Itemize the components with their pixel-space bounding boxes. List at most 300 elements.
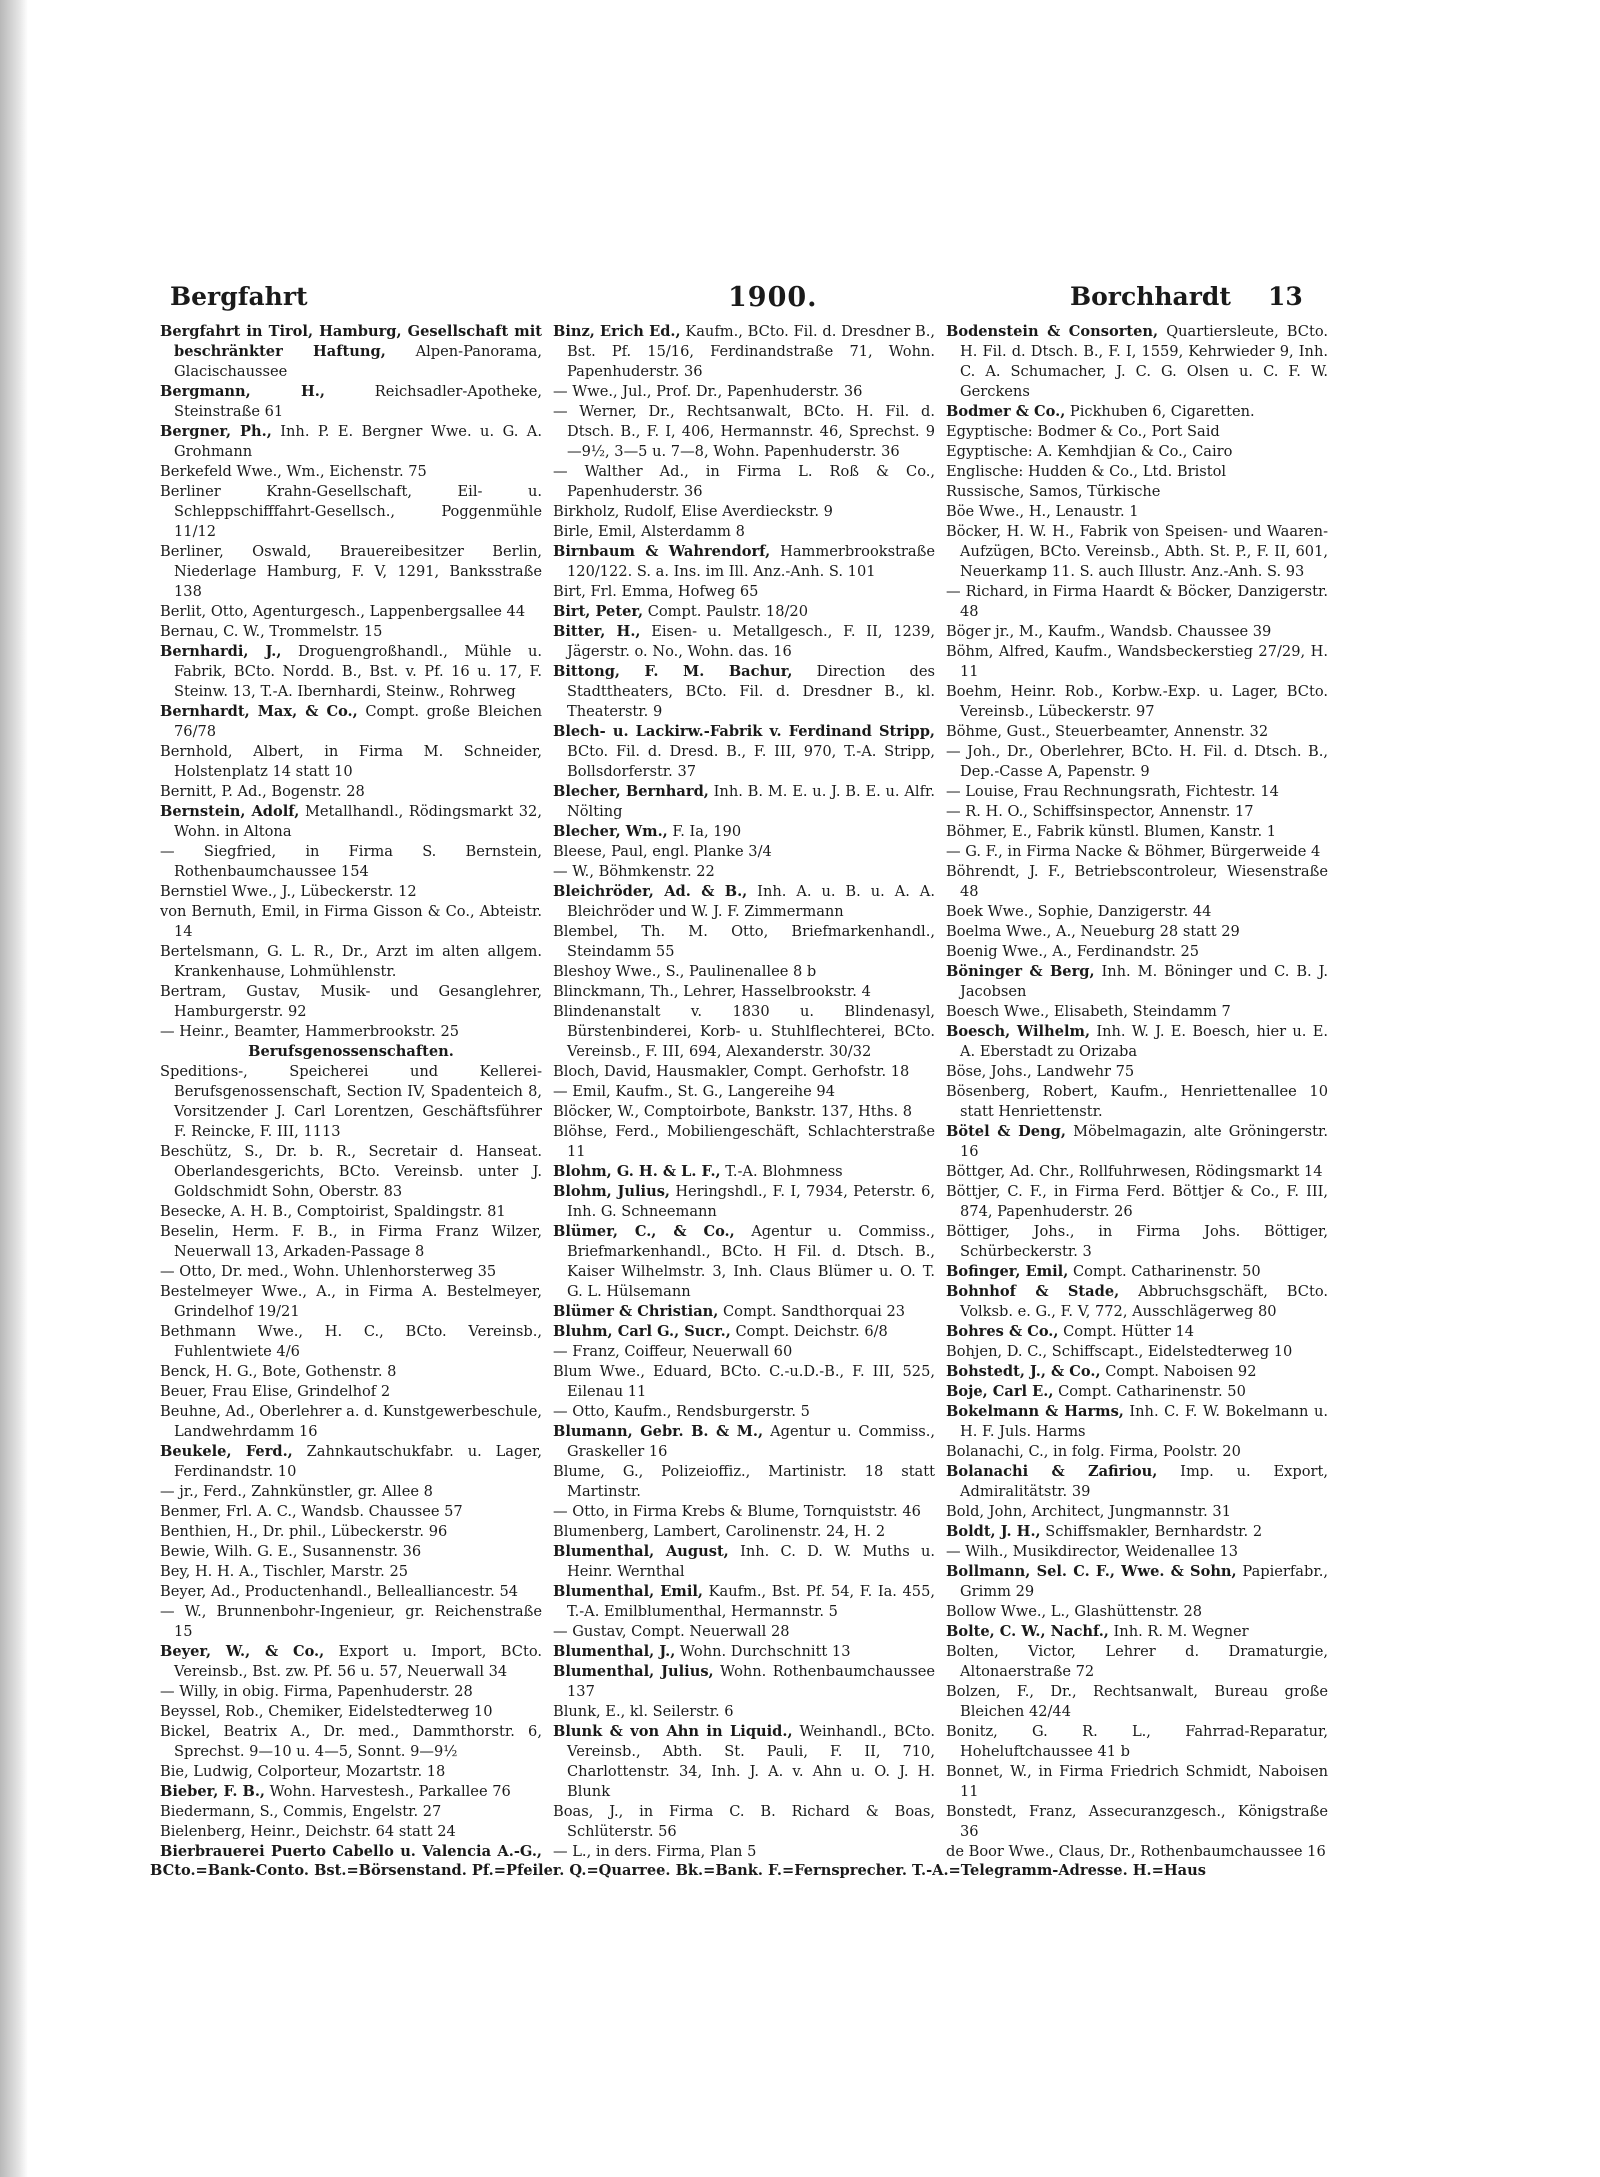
running-head-right: Borchhardt <box>1070 282 1231 311</box>
entry-text: T.-A. Blohmness <box>720 1163 843 1180</box>
entry-name: Blohm, G. H. & L. F., <box>553 1163 721 1180</box>
directory-entry <box>160 382 542 422</box>
entry-name: Beukele, Ferd., <box>160 1443 293 1460</box>
entry-text: — Emil, Kaufm., St. G., Langereihe 94 <box>553 1083 835 1100</box>
entry-text: Pickhuben 6, Cigaretten. <box>1065 403 1255 420</box>
directory-entry <box>946 782 1328 802</box>
entry-text: — Willy, in obig. Firma, Papenhuderstr. 28 <box>160 1683 473 1700</box>
directory-entry <box>553 1422 935 1462</box>
directory-entry <box>160 1062 542 1142</box>
entry-text: — Wwe., Jul., Prof. Dr., Papenhuderstr. 36 <box>553 383 863 400</box>
directory-entry <box>946 1122 1328 1162</box>
directory-entry <box>160 1842 542 1862</box>
directory-entry <box>553 1082 935 1102</box>
entry-text: — L., in ders. Firma, Plan 5 <box>553 1843 757 1860</box>
entry-name: Boje, Carl E., <box>946 1383 1054 1400</box>
directory-entry <box>160 942 542 982</box>
entry-text: Russische, Samos, Türkische <box>946 483 1161 500</box>
directory-entry <box>946 1602 1328 1622</box>
directory-entry <box>946 722 1328 742</box>
entry-text: Biedermann, S., Commis, Engelstr. 27 <box>160 1803 442 1820</box>
directory-entry <box>160 782 542 802</box>
entry-text: Alpen-Panorama, Glacischaussee <box>174 343 542 380</box>
entry-text: Abbruchsgschäft, BCto. Volksb. e. G., F. V, 772, Ausschlägerweg 80 <box>960 1283 1328 1320</box>
directory-entry <box>946 842 1328 862</box>
entry-name: Blunk & von Ahn in Liquid., <box>553 1723 793 1740</box>
directory-entry <box>553 1222 935 1302</box>
running-head-left: Bergfahrt <box>170 282 308 311</box>
entry-text: Compt. Catharinenstr. 50 <box>1053 1383 1246 1400</box>
entry-text: Birkholz, Rudolf, Elise Averdieckstr. 9 <box>553 503 833 520</box>
directory-entry <box>553 602 935 622</box>
directory-entry <box>946 1262 1328 1282</box>
abbreviation-legend: BCto.=Bank-Conto. Bst.=Börsenstand. Pf.=Pfeiler. Q.=Quarree. Bk.=Bank. F.=Fernsprecher. T.-A.=Telegramm-Adresse. H.=Haus <box>150 1862 1206 1879</box>
directory-entry <box>160 1542 542 1562</box>
entry-text: Blume, G., Polizeioffiz., Martinistr. 18 statt Martinstr. <box>553 1463 935 1500</box>
entry-name: Blecher, Wm., <box>553 823 668 840</box>
entry-name: Blohm, Julius, <box>553 1183 671 1200</box>
entry-text: Egyptische: A. Kemhdjian & Co., Cairo <box>946 443 1233 460</box>
entry-text: Inh. C. F. W. Bokelmann u. H. F. Juls. Harms <box>960 1403 1328 1440</box>
entry-text: Papierfabr., Grimm 29 <box>960 1563 1328 1600</box>
entry-name: Bernhardt, Max, & Co., <box>160 703 358 720</box>
entry-name: Bokelmann & Harms, <box>946 1403 1124 1420</box>
directory-entry <box>553 382 935 402</box>
directory-entry <box>946 1722 1328 1762</box>
directory-entry <box>553 782 935 822</box>
entry-text: Berliner Krahn-Gesellschaft, Eil- u. Schleppschifffahrt-Gesellsch., Poggenmühle 11/12 <box>160 483 542 540</box>
directory-entry <box>553 582 935 602</box>
directory-entry <box>553 502 935 522</box>
directory-entry <box>553 542 935 582</box>
directory-entry <box>946 1642 1328 1682</box>
entry-text: Bey, H. H. A., Tischler, Marstr. 25 <box>160 1563 409 1580</box>
entry-text: Kaufm., BCto. Fil. d. Dresdner B., Bst. Pf. 15/16, Ferdinandstraße 71, Wohn. Papenhuderstr. 36 <box>567 323 935 380</box>
entry-text: Böse, Johs., Landwehr 75 <box>946 1063 1135 1080</box>
entry-text: — Otto, in Firma Krebs & Blume, Tornquiststr. 46 <box>553 1503 921 1520</box>
directory-entry <box>160 1282 542 1322</box>
directory-entry <box>160 1602 542 1642</box>
directory-entry <box>946 1522 1328 1542</box>
entry-name: Binz, Erich Ed., <box>553 323 681 340</box>
entry-text: Böhme, Gust., Steuerbeamter, Annenstr. 32 <box>946 723 1269 740</box>
entry-text: Bonnet, W., in Firma Friedrich Schmidt, Naboisen 11 <box>946 1763 1328 1800</box>
entry-text: Beschütz, S., Dr. b. R., Secretair d. Hanseat. Oberlandesgerichts, BCto. Vereinsb. unter J. Goldschmidt Sohn, Oberstr. 83 <box>160 1143 542 1200</box>
entry-text: — Werner, Dr., Rechtsanwalt, BCto. H. Fil. d. Dtsch. B., F. I, 406, Hermannstr. 46, Sprechst. 9—9½, 3—5 u. 7—8, Wohn. Papenhuderstr. 36 <box>553 403 935 460</box>
entry-text: Bielenberg, Heinr., Deichstr. 64 statt 24 <box>160 1823 456 1840</box>
directory-entry <box>553 1002 935 1062</box>
entry-text: Besecke, A. H. B., Comptoirist, Spaldingstr. 81 <box>160 1203 506 1220</box>
entry-text: Birle, Emil, Alsterdamm 8 <box>553 523 745 540</box>
entry-name: Birnbaum & Wahrendorf, <box>553 543 771 560</box>
directory-entry <box>553 1322 935 1342</box>
directory-entry <box>946 1082 1328 1122</box>
entry-name: Bodenstein & Consorten, <box>946 323 1159 340</box>
directory-entry <box>160 1682 542 1702</box>
directory-entry <box>553 1662 935 1702</box>
entry-text: Compt. Hütter 14 <box>1058 1323 1195 1340</box>
directory-entry <box>160 1022 542 1042</box>
entry-text: — Otto, Dr. med., Wohn. Uhlenhorsterweg 35 <box>160 1263 497 1280</box>
directory-entry <box>160 1582 542 1602</box>
entry-text: Kaufm., Bst. Pf. 54, F. Ia. 455, T.-A. Emilblumenthal, Hermannstr. 5 <box>567 1583 935 1620</box>
entry-text: Inh. W. J. E. Boesch, hier u. E. A. Eberstadt zu Orizaba <box>960 1023 1328 1060</box>
directory-entry <box>553 882 935 922</box>
directory-entry <box>160 742 542 782</box>
entry-text: — Siegfried, in Firma S. Bernstein, Rothenbaumchaussee 154 <box>160 843 542 880</box>
directory-entry <box>946 642 1328 682</box>
entry-text: — W., Böhmkenstr. 22 <box>553 863 715 880</box>
directory-entry <box>553 662 935 722</box>
directory-entry <box>160 1702 542 1722</box>
directory-entry <box>946 822 1328 842</box>
directory-entry <box>553 1802 935 1842</box>
directory-entry <box>946 942 1328 962</box>
entry-text: Compt. Naboisen 92 <box>1100 1363 1257 1380</box>
entry-text: Blunk, E., kl. Seilerstr. 6 <box>553 1703 734 1720</box>
entry-name: Bodmer & Co., <box>946 403 1066 420</box>
entry-name: Bofinger, Emil, <box>946 1263 1069 1280</box>
entry-text: Agentur u. Commiss., Graskeller 16 <box>567 1423 935 1460</box>
entry-name: Bluhm, Carl G., Sucr., <box>553 1323 731 1340</box>
directory-entry <box>553 1842 935 1862</box>
entry-name: Blumann, Gebr. B. & M., <box>553 1423 764 1440</box>
entry-text: — Walther Ad., in Firma L. Roß & Co., Papenhuderstr. 36 <box>553 463 935 500</box>
directory-entry <box>160 842 542 882</box>
entry-text: Egyptische: Bodmer & Co., Port Said <box>946 423 1220 440</box>
entry-text: — G. F., in Firma Nacke & Böhmer, Bürgerweide 4 <box>946 843 1321 860</box>
entry-name: Bolte, C. W., Nachf., <box>946 1623 1109 1640</box>
entry-text: Boesch Wwe., Elisabeth, Steindamm 7 <box>946 1003 1231 1020</box>
directory-entry <box>553 1162 935 1182</box>
entry-text: Droguengroßhandl., Mühle u. Fabrik, BCto. Nordd. B., Bst. v. Pf. 16 u. 17, F. Steinw. 13, T.-A. Ibernhardi, Steinw., Rohrweg <box>174 643 542 700</box>
directory-entry <box>946 1182 1328 1222</box>
directory-entry <box>946 522 1328 582</box>
directory-entry <box>160 882 542 902</box>
entry-name: Böninger & Berg, <box>946 963 1095 980</box>
directory-entry <box>946 442 1328 462</box>
entry-text: Böhrendt, J. F., Betriebscontroleur, Wiesenstraße 48 <box>946 863 1328 900</box>
entry-text: F. Ia, 190 <box>667 823 742 840</box>
entry-name: Bergner, Ph., <box>160 423 272 440</box>
entry-text: Böhmer, E., Fabrik künstl. Blumen, Kanstr. 1 <box>946 823 1277 840</box>
entry-text: Inh. C. D. W. Muths u. Heinr. Wernthal <box>567 1543 935 1580</box>
entry-name: Bernstein, Adolf, <box>160 803 300 820</box>
directory-entry <box>160 1362 542 1382</box>
entry-text: Berliner, Oswald, Brauereibesitzer Berlin, Niederlage Hamburg, F. V, 1291, Banksstraße 138 <box>160 543 542 600</box>
directory-entry <box>946 902 1328 922</box>
entry-text: Bestelmeyer Wwe., A., in Firma A. Bestelmeyer, Grindelhof 19/21 <box>160 1283 542 1320</box>
entry-name: Bleichröder, Ad. & B., <box>553 883 748 900</box>
entry-text: Reichsadler-Apotheke, Steinstraße 61 <box>174 383 542 420</box>
entry-text: Inh. R. M. Wegner <box>1108 1623 1249 1640</box>
directory-entry <box>553 1722 935 1802</box>
directory-entry <box>160 1802 542 1822</box>
entry-text: Eisen- u. Metallgesch., F. II, 1239, Jägerstr. o. No., Wohn. das. 16 <box>567 623 935 660</box>
entry-text: Boehm, Heinr. Rob., Korbw.-Exp. u. Lager, BCto. Vereinsb., Lübeckerstr. 97 <box>946 683 1328 720</box>
directory-entry <box>160 1402 542 1442</box>
directory-entry <box>946 1002 1328 1022</box>
entry-text: de Boor Wwe., Claus, Dr., Rothenbaumchaussee 16 <box>946 1843 1326 1860</box>
directory-entry <box>946 502 1328 522</box>
entry-text: Bie, Ludwig, Colporteur, Mozartstr. 18 <box>160 1763 446 1780</box>
directory-entry <box>160 1322 542 1362</box>
directory-entry <box>946 1022 1328 1062</box>
directory-entry <box>553 1062 935 1082</box>
directory-entry <box>160 1562 542 1582</box>
directory-entry <box>946 482 1328 502</box>
entry-name: Bohres & Co., <box>946 1323 1059 1340</box>
entry-text: Blembel, Th. M. Otto, Briefmarkenhandl., Steindamm 55 <box>553 923 935 960</box>
entry-text: Blum Wwe., Eduard, BCto. C.-u.D.-B., F. III, 525, Eilenau 11 <box>553 1363 935 1400</box>
entry-text: — Joh., Dr., Oberlehrer, BCto. H. Fil. d. Dtsch. B., Dep.-Casse A, Papenstr. 9 <box>946 743 1328 780</box>
entry-text: — Gustav, Compt. Neuerwall 28 <box>553 1623 790 1640</box>
directory-entry <box>946 1322 1328 1342</box>
entry-text: Weinhandl., BCto. Vereinsb., Abth. St. Pauli, F. II, 710, Charlottenstr. 34, Inh. J. A. v. Ahn u. O. J. H. Blunk <box>567 1723 935 1800</box>
entry-text: Bollow Wwe., L., Glashüttenstr. 28 <box>946 1603 1203 1620</box>
entry-text: Inh. P. E. Bergner Wwe. u. G. A. Grohmann <box>174 423 542 460</box>
entry-text: Boas, J., in Firma C. B. Richard & Boas, Schlüterstr. 56 <box>553 1803 935 1840</box>
entry-text: Benthien, H., Dr. phil., Lübeckerstr. 96 <box>160 1523 448 1540</box>
directory-entry <box>160 462 542 482</box>
directory-entry <box>553 862 935 882</box>
directory-entry <box>160 1202 542 1222</box>
entry-name: Bohnhof & Stade, <box>946 1283 1120 1300</box>
entry-text: Imp. u. Export, Admiralitätstr. 39 <box>960 1463 1328 1500</box>
directory-entry <box>160 322 542 382</box>
entry-text: Beyer, Ad., Productenhandl., Bellealliancestr. 54 <box>160 1583 519 1600</box>
directory-entry <box>946 682 1328 722</box>
entry-text: Wohn. Durchschnitt 13 <box>675 1643 851 1660</box>
entry-name: Bierbrauerei Puerto Cabello u. Valencia A.-G., <box>160 1843 542 1860</box>
entry-text: Bertram, Gustav, Musik- und Gesanglehrer, Hamburgerstr. 92 <box>160 983 542 1020</box>
directory-entry <box>160 1722 542 1762</box>
directory-entry <box>553 622 935 662</box>
entry-text: Berlit, Otto, Agenturgesch., Lappenbergsallee 44 <box>160 603 526 620</box>
entry-text: — jr., Ferd., Zahnkünstler, gr. Allee 8 <box>160 1483 433 1500</box>
entry-text: Möbelmagazin, alte Gröningerstr. 16 <box>960 1123 1328 1160</box>
entry-text: Quartiersleute, BCto. H. Fil. d. Dtsch. B., F. I, 1559, Kehrwieder 9, Inh. C. A. Schumacher, J. C. G. Olsen u. C. F. W. Gerckens <box>960 323 1328 400</box>
entry-text: Bethmann Wwe., H. C., BCto. Vereinsb., Fuhlentwiete 4/6 <box>160 1323 542 1360</box>
entry-text: — Richard, in Firma Haardt & Böcker, Danzigerstr. 48 <box>946 583 1328 620</box>
directory-entry <box>553 1302 935 1322</box>
directory-entry <box>160 1142 542 1202</box>
running-head-year: 1900. <box>728 282 818 313</box>
directory-entry <box>946 802 1328 822</box>
entry-name: Bittong, F. M. Bachur, <box>553 663 793 680</box>
entry-name: Bergfahrt in Tirol, Hamburg, Gesellschaft mit beschränkter Haftung, <box>160 323 542 360</box>
entry-text: Beyssel, Rob., Chemiker, Eidelstedterweg 10 <box>160 1703 493 1720</box>
directory-entry <box>946 1442 1328 1462</box>
entry-name: Blech- u. Lackirw.-Fabrik v. Ferdinand Stripp, <box>553 723 935 740</box>
entry-text: Bloch, David, Hausmakler, Compt. Gerhofstr. 18 <box>553 1063 910 1080</box>
directory-entry <box>946 922 1328 942</box>
entry-text: Bonstedt, Franz, Assecuranzgesch., Königstraße 36 <box>946 1803 1328 1840</box>
entry-text: Boelma Wwe., A., Neueburg 28 statt 29 <box>946 923 1240 940</box>
directory-entry <box>553 1502 935 1522</box>
entry-text: Wohn. Harvestesh., Parkallee 76 <box>265 1783 511 1800</box>
directory-entry <box>553 1102 935 1122</box>
entry-text: Benck, H. G., Bote, Gothenstr. 8 <box>160 1363 397 1380</box>
directory-entry <box>160 1502 542 1522</box>
entry-text: Bolzen, F., Dr., Rechtsanwalt, Bureau große Bleichen 42/44 <box>946 1683 1328 1720</box>
entry-text: Benmer, Frl. A. C., Wandsb. Chaussee 57 <box>160 1503 463 1520</box>
directory-entry <box>553 722 935 782</box>
section-heading <box>160 1042 542 1062</box>
directory-entry <box>946 1222 1328 1262</box>
directory-column-1 <box>160 322 542 1862</box>
entry-text: Bolten, Victor, Lehrer d. Dramaturgie, Altonaerstraße 72 <box>946 1643 1328 1680</box>
directory-entry <box>553 1462 935 1502</box>
directory-entry <box>553 322 935 382</box>
directory-entry <box>160 1382 542 1402</box>
entry-text: Blumenberg, Lambert, Carolinenstr. 24, H. 2 <box>553 1523 886 1540</box>
entry-text: Blöcker, W., Comptoirbote, Bankstr. 137, Hths. 8 <box>553 1103 913 1120</box>
directory-entry <box>160 1642 542 1682</box>
directory-entry <box>946 582 1328 622</box>
directory-entry <box>160 1262 542 1282</box>
entry-text: Export u. Import, BCto. Vereinsb., Bst. zw. Pf. 56 u. 57, Neuerwall 34 <box>174 1643 542 1680</box>
entry-text: Bonitz, G. R. L., Fahrrad-Reparatur, Hoheluftchaussee 41 b <box>946 1723 1328 1760</box>
directory-entry <box>160 902 542 942</box>
directory-entry <box>160 1822 542 1842</box>
directory-entry <box>160 702 542 742</box>
entry-text: Compt. Catharinenstr. 50 <box>1068 1263 1261 1280</box>
entry-name: Blumenthal, Julius, <box>553 1663 714 1680</box>
directory-entry <box>946 1542 1328 1562</box>
entry-name: Bitter, H., <box>553 623 641 640</box>
entry-text: Compt. Paulstr. 18/20 <box>643 603 808 620</box>
entry-text: Compt. Sandthorquai 23 <box>718 1303 906 1320</box>
entry-text: Böcker, H. W. H., Fabrik von Speisen- und Waaren-Aufzügen, BCto. Vereinsb., Abth. St. P., F. II, 601, Neuerkamp 11. S. auch Illustr. Anz.-Anh. S. 93 <box>946 523 1328 580</box>
directory-column-3 <box>946 322 1328 1862</box>
entry-text: Compt. große Bleichen 76/78 <box>174 703 542 740</box>
directory-entry <box>553 1122 935 1162</box>
entry-text: Böger jr., M., Kaufm., Wandsb. Chaussee 39 <box>946 623 1272 640</box>
entry-name: Boesch, Wilhelm, <box>946 1023 1091 1040</box>
directory-entry <box>160 1762 542 1782</box>
entry-text: Bösenberg, Robert, Kaufm., Henriettenallee 10 statt Henriettenstr. <box>946 1083 1328 1120</box>
entry-text: Schiffsmakler, Bernhardstr. 2 <box>1040 1523 1263 1540</box>
entry-name: Bergmann, H., <box>160 383 325 400</box>
entry-name: Bollmann, Sel. C. F., Wwe. & Sohn, <box>946 1563 1237 1580</box>
entry-text: — Otto, Kaufm., Rendsburgerstr. 5 <box>553 1403 810 1420</box>
entry-text: — Wilh., Musikdirector, Weidenallee 13 <box>946 1543 1239 1560</box>
entry-text: Böhm, Alfred, Kaufm., Wandsbeckerstieg 27/29, H. 11 <box>946 643 1328 680</box>
directory-entry <box>160 982 542 1022</box>
entry-name: Birt, Peter, <box>553 603 644 620</box>
directory-entry <box>946 1762 1328 1802</box>
entry-text: von Bernuth, Emil, in Firma Gisson & Co., Abteistr. 14 <box>160 903 542 940</box>
directory-entry <box>160 602 542 622</box>
entry-text: BCto. Fil. d. Dresd. B., F. III, 970, T.-A. Stripp, Bollsdorferstr. 37 <box>567 743 935 780</box>
entry-text: — W., Brunnenbohr-Ingenieur, gr. Reichenstraße 15 <box>160 1603 542 1640</box>
directory-entry <box>946 1342 1328 1362</box>
entry-text: — Franz, Coiffeur, Neuerwall 60 <box>553 1343 793 1360</box>
directory-entry <box>946 1682 1328 1722</box>
directory-entry <box>160 1522 542 1542</box>
entry-text: Bertelsmann, G. L. R., Dr., Arzt im alten allgem. Krankenhause, Lohmühlenstr. <box>160 943 542 980</box>
directory-entry <box>553 1582 935 1622</box>
directory-entry <box>553 1342 935 1362</box>
directory-entry <box>553 842 935 862</box>
entry-text: Agentur u. Commiss., Briefmarkenhandl., BCto. H Fil. d. Dtsch. B., Kaiser Wilhelmstr. 3, Inh. Claus Blümer u. O. T. G. L. Hülsemann <box>567 1223 935 1300</box>
entry-name: Berufsgenossenschaften. <box>248 1043 454 1060</box>
directory-entry <box>946 1062 1328 1082</box>
entry-text: Inh. A. u. B. u. A. A. Bleichröder und W. J. F. Zimmermann <box>567 883 935 920</box>
entry-name: Blümer, C., & Co., <box>553 1223 735 1240</box>
directory-entry <box>553 1622 935 1642</box>
entry-text: Bewie, Wilh. G. E., Susannenstr. 36 <box>160 1543 422 1560</box>
entry-text: Böttger, Ad. Chr., Rollfuhrwesen, Rödingsmarkt 14 <box>946 1163 1323 1180</box>
directory-entry <box>946 462 1328 482</box>
running-head <box>140 282 1310 318</box>
directory-entry <box>946 742 1328 782</box>
directory-entry <box>946 1562 1328 1602</box>
entry-text: Bleshoy Wwe., S., Paulinenallee 8 b <box>553 963 817 980</box>
entry-name: Bernhardi, J., <box>160 643 282 660</box>
entry-text: Zahnkautschukfabr. u. Lager, Ferdinandstr. 10 <box>174 1443 542 1480</box>
entry-text: Compt. Deichstr. 6/8 <box>730 1323 888 1340</box>
directory-entry <box>160 542 542 602</box>
entry-text: Metallhandl., Rödingsmarkt 32, Wohn. in Altona <box>174 803 542 840</box>
entry-text: Boek Wwe., Sophie, Danzigerstr. 44 <box>946 903 1212 920</box>
entry-text: Bold, John, Architect, Jungmannstr. 31 <box>946 1503 1231 1520</box>
entry-text: Bohjen, D. C., Schiffscapt., Eidelstedterweg 10 <box>946 1343 1293 1360</box>
directory-entry <box>553 402 935 462</box>
directory-entry <box>946 1162 1328 1182</box>
entry-name: Blecher, Bernhard, <box>553 783 709 800</box>
entry-text: Bleese, Paul, engl. Planke 3/4 <box>553 843 772 860</box>
directory-entry <box>946 1842 1328 1862</box>
entry-text: Wohn. Rothenbaumchaussee 137 <box>567 1663 935 1700</box>
entry-text: Beselin, Herm. F. B., in Firma Franz Wilzer, Neuerwall 13, Arkaden-Passage 8 <box>160 1223 542 1260</box>
directory-entry <box>946 1282 1328 1322</box>
entry-text: Beuhne, Ad., Oberlehrer a. d. Kunstgewerbeschule, Landwehrdamm 16 <box>160 1403 542 1440</box>
entry-text: Bolanachi, C., in folg. Firma, Poolstr. 20 <box>946 1443 1241 1460</box>
entry-text: Birt, Frl. Emma, Hofweg 65 <box>553 583 759 600</box>
directory-entry <box>946 1802 1328 1842</box>
directory-entry <box>553 1702 935 1722</box>
directory-entry <box>946 1502 1328 1522</box>
entry-name: Boldt, J. H., <box>946 1523 1041 1540</box>
directory-entry <box>553 1362 935 1402</box>
directory-column-2 <box>553 322 935 1862</box>
directory-entry <box>553 522 935 542</box>
directory-entry <box>553 982 935 1002</box>
page-number: 13 <box>1268 282 1303 311</box>
directory-entry <box>160 482 542 542</box>
entry-text: Böttjer, C. F., in Firma Ferd. Böttjer & Co., F. III, 874, Papenhuderstr. 26 <box>946 1183 1328 1220</box>
entry-text: Speditions-, Speicherei und Kellerei-Berufsgenossenschaft, Section IV, Spadenteich 8, Vorsitzender J. Carl Lorentzen, Geschäftsführer F. Reincke, F. III, 1113 <box>160 1063 542 1140</box>
entry-name: Bötel & Deng, <box>946 1123 1066 1140</box>
entry-text: Inh. M. Böninger und C. B. J. Jacobsen <box>960 963 1328 1000</box>
directory-entry <box>160 1482 542 1502</box>
entry-text: Bernstiel Wwe., J., Lübeckerstr. 12 <box>160 883 417 900</box>
entry-name: Beyer, W., & Co., <box>160 1643 325 1660</box>
directory-entry <box>553 1182 935 1222</box>
entry-name: Blümer & Christian, <box>553 1303 719 1320</box>
entry-text: — R. H. O., Schiffsinspector, Annenstr. 17 <box>946 803 1254 820</box>
directory-entry <box>553 1542 935 1582</box>
directory-entry <box>553 1642 935 1662</box>
entry-text: Böe Wwe., H., Lenaustr. 1 <box>946 503 1139 520</box>
entry-name: Blumenthal, August, <box>553 1543 729 1560</box>
entry-text: Englische: Hudden & Co., Ltd. Bristol <box>946 463 1227 480</box>
directory-entry <box>946 622 1328 642</box>
entry-text: Bickel, Beatrix A., Dr. med., Dammthorstr. 6, Sprechst. 9—10 u. 4—5, Sonnt. 9—9½ <box>160 1723 542 1760</box>
entry-text: Blindenanstalt v. 1830 u. Blindenasyl, Bürstenbinderei, Korb- u. Stuhlflechterei, BCto. Vereinsb., F. III, 694, Alexanderstr. 30/32 <box>553 1003 935 1060</box>
